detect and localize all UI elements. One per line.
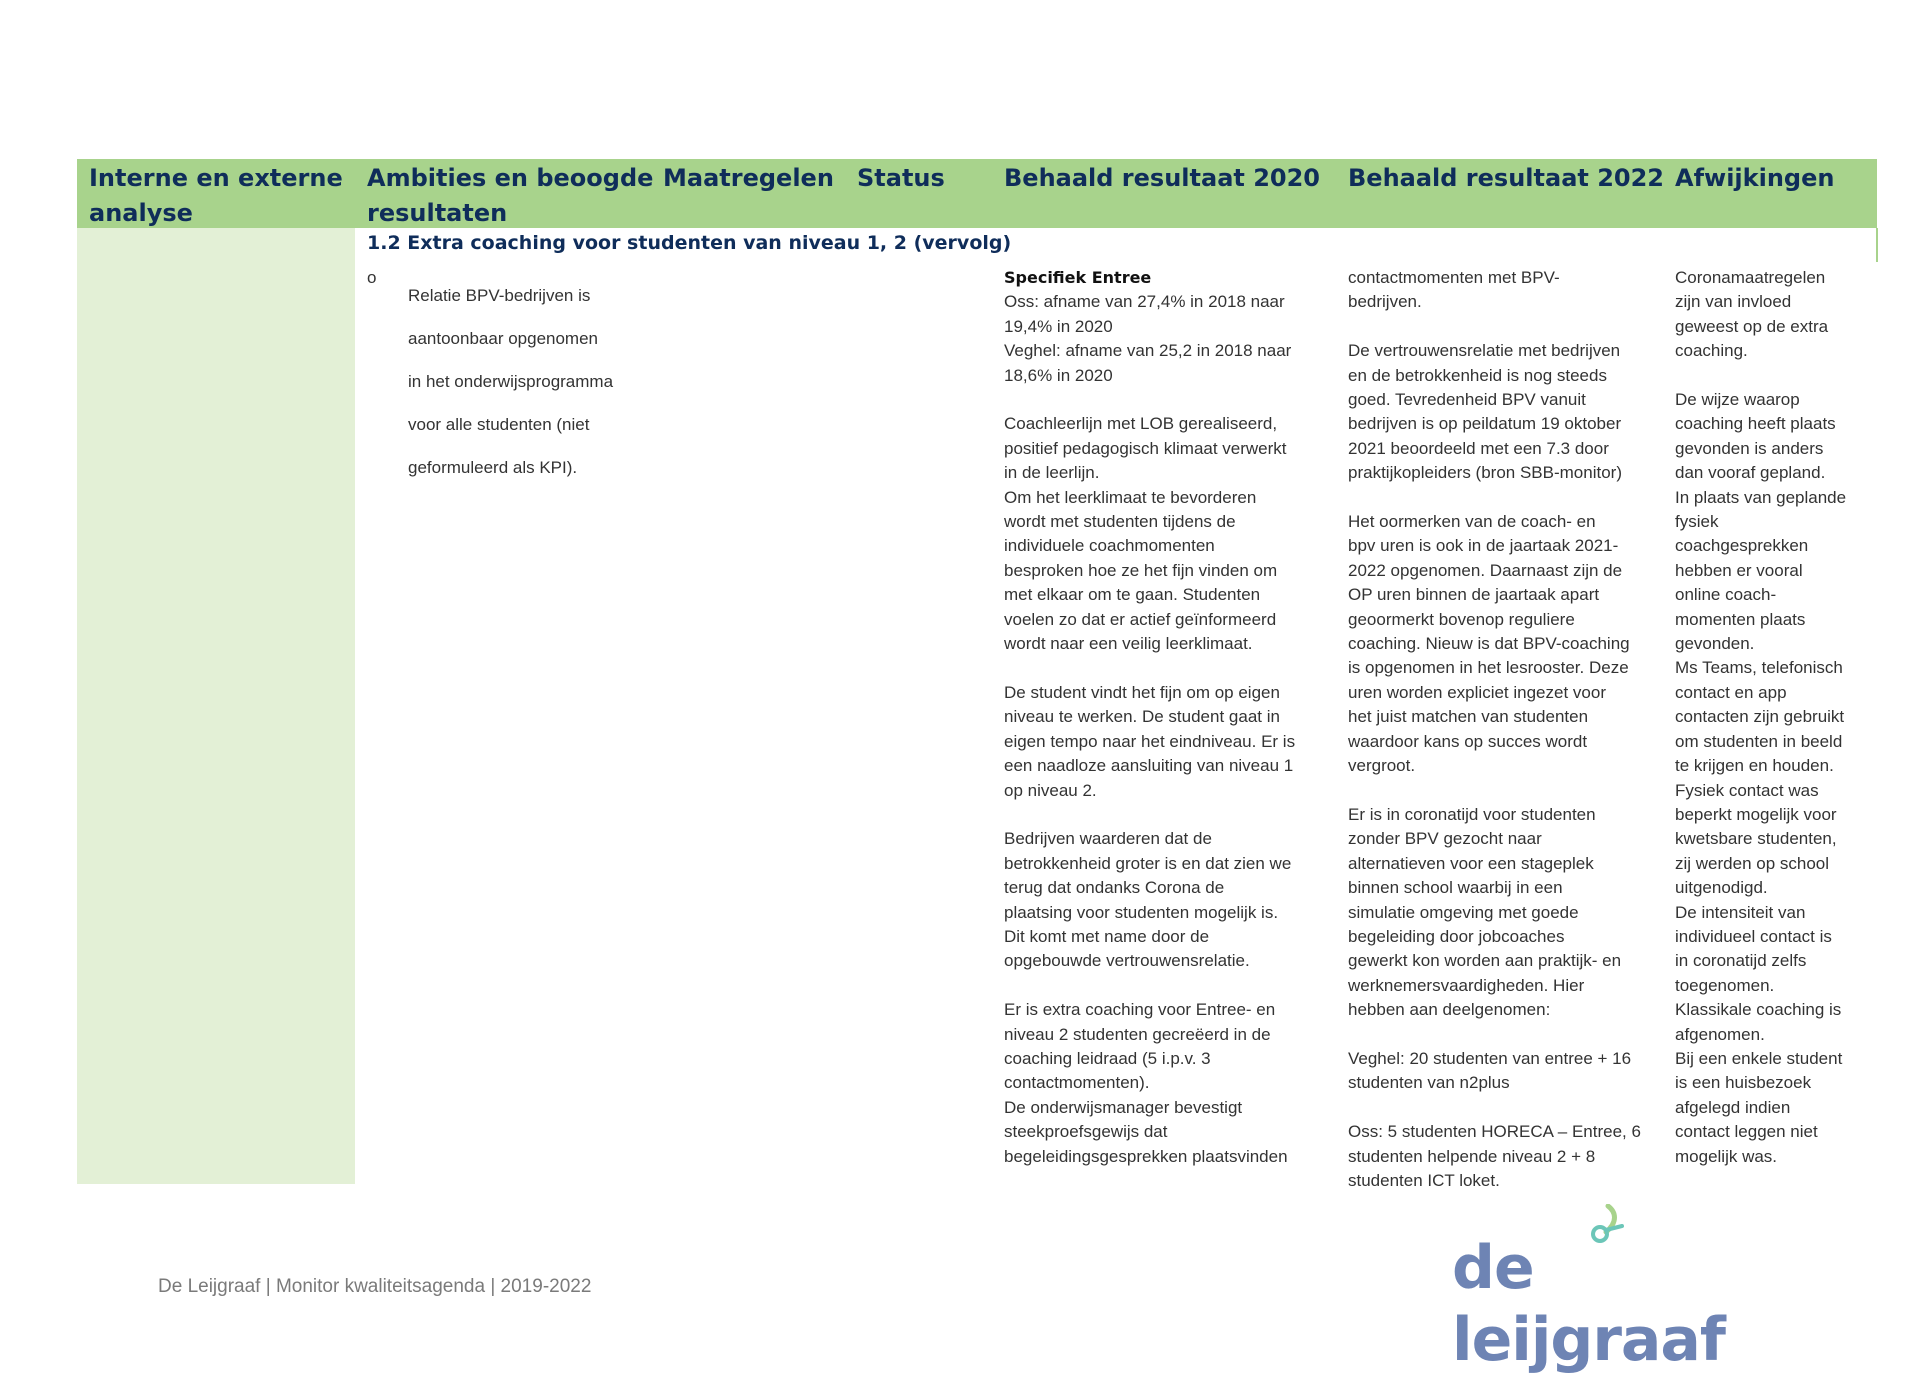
ambitie-line: voor alle studenten (niet xyxy=(408,415,590,434)
resultaat-2020-line xyxy=(1004,803,1334,827)
resultaat-2022-line: uren worden expliciet ingezet voor xyxy=(1348,682,1606,702)
resultaat-2020-line: met elkaar om te gaan. Studenten xyxy=(1004,585,1261,605)
bullet-marker: o xyxy=(367,268,377,287)
ambitie-line: Relatie BPV-bedrijven is xyxy=(408,286,591,305)
resultaat-2020-line: in de leerlijn. xyxy=(1004,463,1100,483)
afwijkingen-line: toegenomen. xyxy=(1675,975,1775,995)
resultaat-2022-line: geoormerkt bovenop reguliere xyxy=(1348,609,1575,629)
afwijkingen-line: mogelijk was. xyxy=(1675,1146,1778,1166)
afwijkingen-line: Ms Teams, telefonisch xyxy=(1675,658,1843,678)
afwijkingen-line: individueel contact is xyxy=(1675,926,1832,946)
afwijkingen-line: te krijgen en houden. xyxy=(1675,756,1834,776)
afwijkingen-line: De wijze waarop xyxy=(1675,390,1800,410)
afwijkingen-line: Klassikale coaching is xyxy=(1675,1000,1842,1020)
afwijkingen-line: uitgenodigd. xyxy=(1675,878,1768,898)
resultaat-2022-line: studenten helpende niveau 2 + 8 xyxy=(1348,1146,1596,1166)
header-interne-externe-analyse: Interne en externe analyse xyxy=(89,164,343,227)
resultaat-2020-line: op niveau 2. xyxy=(1004,780,1097,800)
resultaat-2020-line: begeleidingsgesprekken plaatsvinden xyxy=(1004,1146,1288,1166)
resultaat-2020-line: voelen zo dat er actief geïnformeerd xyxy=(1004,609,1277,629)
resultaat-2020-line: De onderwijsmanager bevestigt xyxy=(1004,1097,1243,1117)
afwijkingen-line: geweest op de extra xyxy=(1675,316,1829,336)
resultaat-2022-line: contactmomenten met BPV- xyxy=(1348,268,1560,287)
resultaat-2020-line: plaatsing voor studenten mogelijk is. xyxy=(1004,902,1279,922)
afwijkingen-line: coaching heeft plaats xyxy=(1675,414,1836,434)
resultaat-2022-line xyxy=(1348,1096,1668,1120)
resultaat-2020-line: besproken hoe ze het fijn vinden om xyxy=(1004,560,1278,580)
afwijkingen-line: contacten zijn gebruikt xyxy=(1675,707,1845,727)
resultaat-2020-line: niveau te werken. De student gaat in xyxy=(1004,707,1280,727)
resultaat-2020-line: individuele coachmomenten xyxy=(1004,536,1215,556)
section-title: 1.2 Extra coaching voor studenten van niveau 1, 2 (vervolg) xyxy=(367,232,1012,254)
resultaat-2020-line: betrokkenheid groter is en dat zien we xyxy=(1004,853,1292,873)
resultaat-2022-line: werknemersvaardigheden. Hier xyxy=(1348,975,1585,995)
afwijkingen-line: gevonden. xyxy=(1675,634,1755,654)
ambitie-line: in het onderwijsprogramma xyxy=(408,372,614,391)
resultaat-2020-line: niveau 2 studenten gecreëerd in de xyxy=(1004,1024,1271,1044)
resultaat-2020-line: Bedrijven waarderen dat de xyxy=(1004,829,1212,849)
resultaat-2022-line: studenten ICT loket. xyxy=(1348,1170,1500,1190)
resultaat-2020-line: Veghel: afname van 25,2 in 2018 naar xyxy=(1004,341,1292,361)
resultaat-2022-line: vergroot. xyxy=(1348,756,1416,776)
afwijkingen-line: afgelegd indien xyxy=(1675,1097,1791,1117)
afwijkingen-line: gevonden is anders xyxy=(1675,438,1824,458)
resultaat-2020-line xyxy=(1004,974,1334,998)
resultaat-2020-line: een naadloze aansluiting van niveau 1 xyxy=(1004,756,1294,776)
resultaat-2022-line: gewerkt kon worden aan praktijk- en xyxy=(1348,951,1622,971)
leijgraaf-logo xyxy=(1452,1202,1782,1375)
resultaat-2020-line: opgebouwde vertrouwensrelatie. xyxy=(1004,951,1250,971)
resultaat-2022-line: binnen school waarbij in een xyxy=(1348,878,1563,898)
afwijkingen-line: fysiek xyxy=(1675,512,1719,532)
resultaat-2022-line: waardoor kans op succes wordt xyxy=(1348,731,1588,751)
resultaat-2022-line: Oss: 5 studenten HORECA – Entree, 6 xyxy=(1348,1122,1641,1142)
resultaat-2022-line: Het oormerken van de coach- en xyxy=(1348,512,1596,532)
header-status: Status xyxy=(857,164,945,192)
afwijkingen-line: beperkt mogelijk voor xyxy=(1675,804,1837,824)
resultaat-2022-line: simulatie omgeving met goede xyxy=(1348,902,1579,922)
header-behaald-resultaat-2022: Behaald resultaat 2022 xyxy=(1348,164,1665,192)
resultaat-2020-text xyxy=(1004,266,1334,1169)
resultaat-2020-line: wordt met studenten tijdens de xyxy=(1004,512,1236,532)
resultaat-2020-line: positief pedagogisch klimaat verwerkt xyxy=(1004,438,1287,458)
resultaat-2020-line: 19,4% in 2020 xyxy=(1004,316,1113,336)
afwijkingen-line: hebben er vooral xyxy=(1675,560,1803,580)
resultaat-2020-line: Om het leerklimaat te bevorderen xyxy=(1004,487,1257,507)
resultaat-2020-line: Oss: afname van 27,4% in 2018 naar xyxy=(1004,292,1285,312)
resultaat-2022-line: goed. Tevredenheid BPV vanuit xyxy=(1348,390,1586,410)
resultaat-2022-line xyxy=(1348,1023,1668,1047)
logo-wordmark: de leijgraaf xyxy=(1452,1233,1726,1375)
resultaat-2020-line: contactmomenten). xyxy=(1004,1073,1150,1093)
afwijkingen-line: contact leggen niet xyxy=(1675,1122,1818,1142)
resultaat-2022-line xyxy=(1348,315,1668,339)
ambitie-line: aantoonbaar opgenomen xyxy=(408,329,598,348)
resultaat-2020-heading: Specifiek Entree xyxy=(1004,268,1152,287)
resultaat-2020-line: 18,6% in 2020 xyxy=(1004,365,1113,385)
afwijkingen-line: Coronamaatregelen xyxy=(1675,268,1826,287)
resultaat-2022-line: Er is in coronatijd voor studenten xyxy=(1348,804,1596,824)
resultaat-2022-line: 2022 opgenomen. Daarnaast zijn de xyxy=(1348,560,1623,580)
afwijkingen-line: In plaats van geplande xyxy=(1675,487,1847,507)
header-maatregelen: Maatregelen xyxy=(663,164,834,192)
afwijkingen-line: zijn van invloed xyxy=(1675,292,1792,312)
header-behaald-resultaat-2020: Behaald resultaat 2020 xyxy=(1004,164,1321,192)
resultaat-2022-line: Veghel: 20 studenten van entree + 16 xyxy=(1348,1048,1632,1068)
resultaat-2020-line: Er is extra coaching voor Entree- en xyxy=(1004,1000,1276,1020)
resultaat-2022-line xyxy=(1348,486,1668,510)
afwijkingen-line: is een huisbezoek xyxy=(1675,1073,1812,1093)
afwijkingen-line: zij werden op school xyxy=(1675,853,1830,873)
resultaat-2020-line: terug dat ondanks Corona de xyxy=(1004,878,1225,898)
resultaat-2022-line: studenten van n2plus xyxy=(1348,1073,1510,1093)
afwijkingen-line: De intensiteit van xyxy=(1675,902,1806,922)
resultaat-2020-line: De student vindt het fijn om op eigen xyxy=(1004,682,1280,702)
resultaat-2022-line: bpv uren is ook in de jaartaak 2021- xyxy=(1348,536,1619,556)
afwijkingen-line: Fysiek contact was xyxy=(1675,780,1819,800)
resultaat-2022-line: het juist matchen van studenten xyxy=(1348,707,1589,727)
analysis-column-background xyxy=(77,228,355,1184)
resultaat-2022-line: OP uren binnen de jaartaak apart xyxy=(1348,585,1600,605)
afwijkingen-line: online coach- xyxy=(1675,585,1777,605)
resultaat-2020-line: Coachleerlijn met LOB gerealiseerd, xyxy=(1004,414,1278,434)
resultaat-2020-line: wordt naar een veilig leerklimaat. xyxy=(1004,634,1253,654)
afwijkingen-line xyxy=(1675,364,1875,388)
afwijkingen-line: contact en app xyxy=(1675,682,1787,702)
resultaat-2022-line: De vertrouwensrelatie met bedrijven xyxy=(1348,341,1621,361)
resultaat-2022-line: en de betrokkenheid is nog steeds xyxy=(1348,365,1607,385)
resultaat-2022-line: coaching. Nieuw is dat BPV-coaching xyxy=(1348,634,1630,654)
afwijkingen-line: coaching. xyxy=(1675,341,1748,361)
resultaat-2022-line: alternatieven voor een stageplek xyxy=(1348,853,1594,873)
resultaat-2022-line: begeleiding door jobcoaches xyxy=(1348,926,1565,946)
resultaat-2020-line: eigen tempo naar het eindniveau. Er is xyxy=(1004,731,1296,751)
resultaat-2022-line: praktijkopleiders (bron SBB-monitor) xyxy=(1348,463,1622,483)
afwijkingen-line: dan vooraf gepland. xyxy=(1675,463,1826,483)
resultaat-2020-line: coaching leidraad (5 i.p.v. 3 xyxy=(1004,1048,1211,1068)
ambitie-text xyxy=(408,266,648,498)
resultaat-2022-line: is opgenomen in het lesrooster. Deze xyxy=(1348,658,1629,678)
afwijkingen-line: Bij een enkele student xyxy=(1675,1048,1843,1068)
resultaat-2020-line: steekproefsgewijs dat xyxy=(1004,1122,1168,1142)
resultaat-2022-line: zonder BPV gezocht naar xyxy=(1348,829,1542,849)
resultaat-2022-line: 2021 beoordeeld met een 7.3 door xyxy=(1348,438,1609,458)
resultaat-2020-line xyxy=(1004,388,1334,412)
afwijkingen-text xyxy=(1675,266,1875,1169)
resultaat-2022-line: bedrijven is op peildatum 19 oktober xyxy=(1348,414,1622,434)
table-right-border xyxy=(1876,228,1878,262)
footer-text: De Leijgraaf | Monitor kwaliteitsagenda | 2019-2022 xyxy=(158,1276,592,1297)
resultaat-2022-line xyxy=(1348,779,1668,803)
afwijkingen-line: kwetsbare studenten, xyxy=(1675,829,1837,849)
afwijkingen-line: momenten plaats xyxy=(1675,609,1806,629)
resultaat-2020-line xyxy=(1004,656,1334,680)
resultaat-2020-line: Dit komt met name door de xyxy=(1004,926,1210,946)
resultaat-2022-line: hebben aan deelgenomen: xyxy=(1348,1000,1551,1020)
header-ambities-beoogde-resultaten: Ambities en beoogde resultaten xyxy=(367,164,654,227)
afwijkingen-line: afgenomen. xyxy=(1675,1024,1765,1044)
afwijkingen-line: om studenten in beeld xyxy=(1675,731,1843,751)
resultaat-2022-line: bedrijven. xyxy=(1348,292,1422,312)
resultaat-2022-text xyxy=(1348,266,1668,1193)
header-afwijkingen: Afwijkingen xyxy=(1675,164,1835,192)
afwijkingen-line: in coronatijd zelfs xyxy=(1675,951,1807,971)
afwijkingen-line: coachgesprekken xyxy=(1675,536,1809,556)
ambitie-line: geformuleerd als KPI). xyxy=(408,458,578,477)
